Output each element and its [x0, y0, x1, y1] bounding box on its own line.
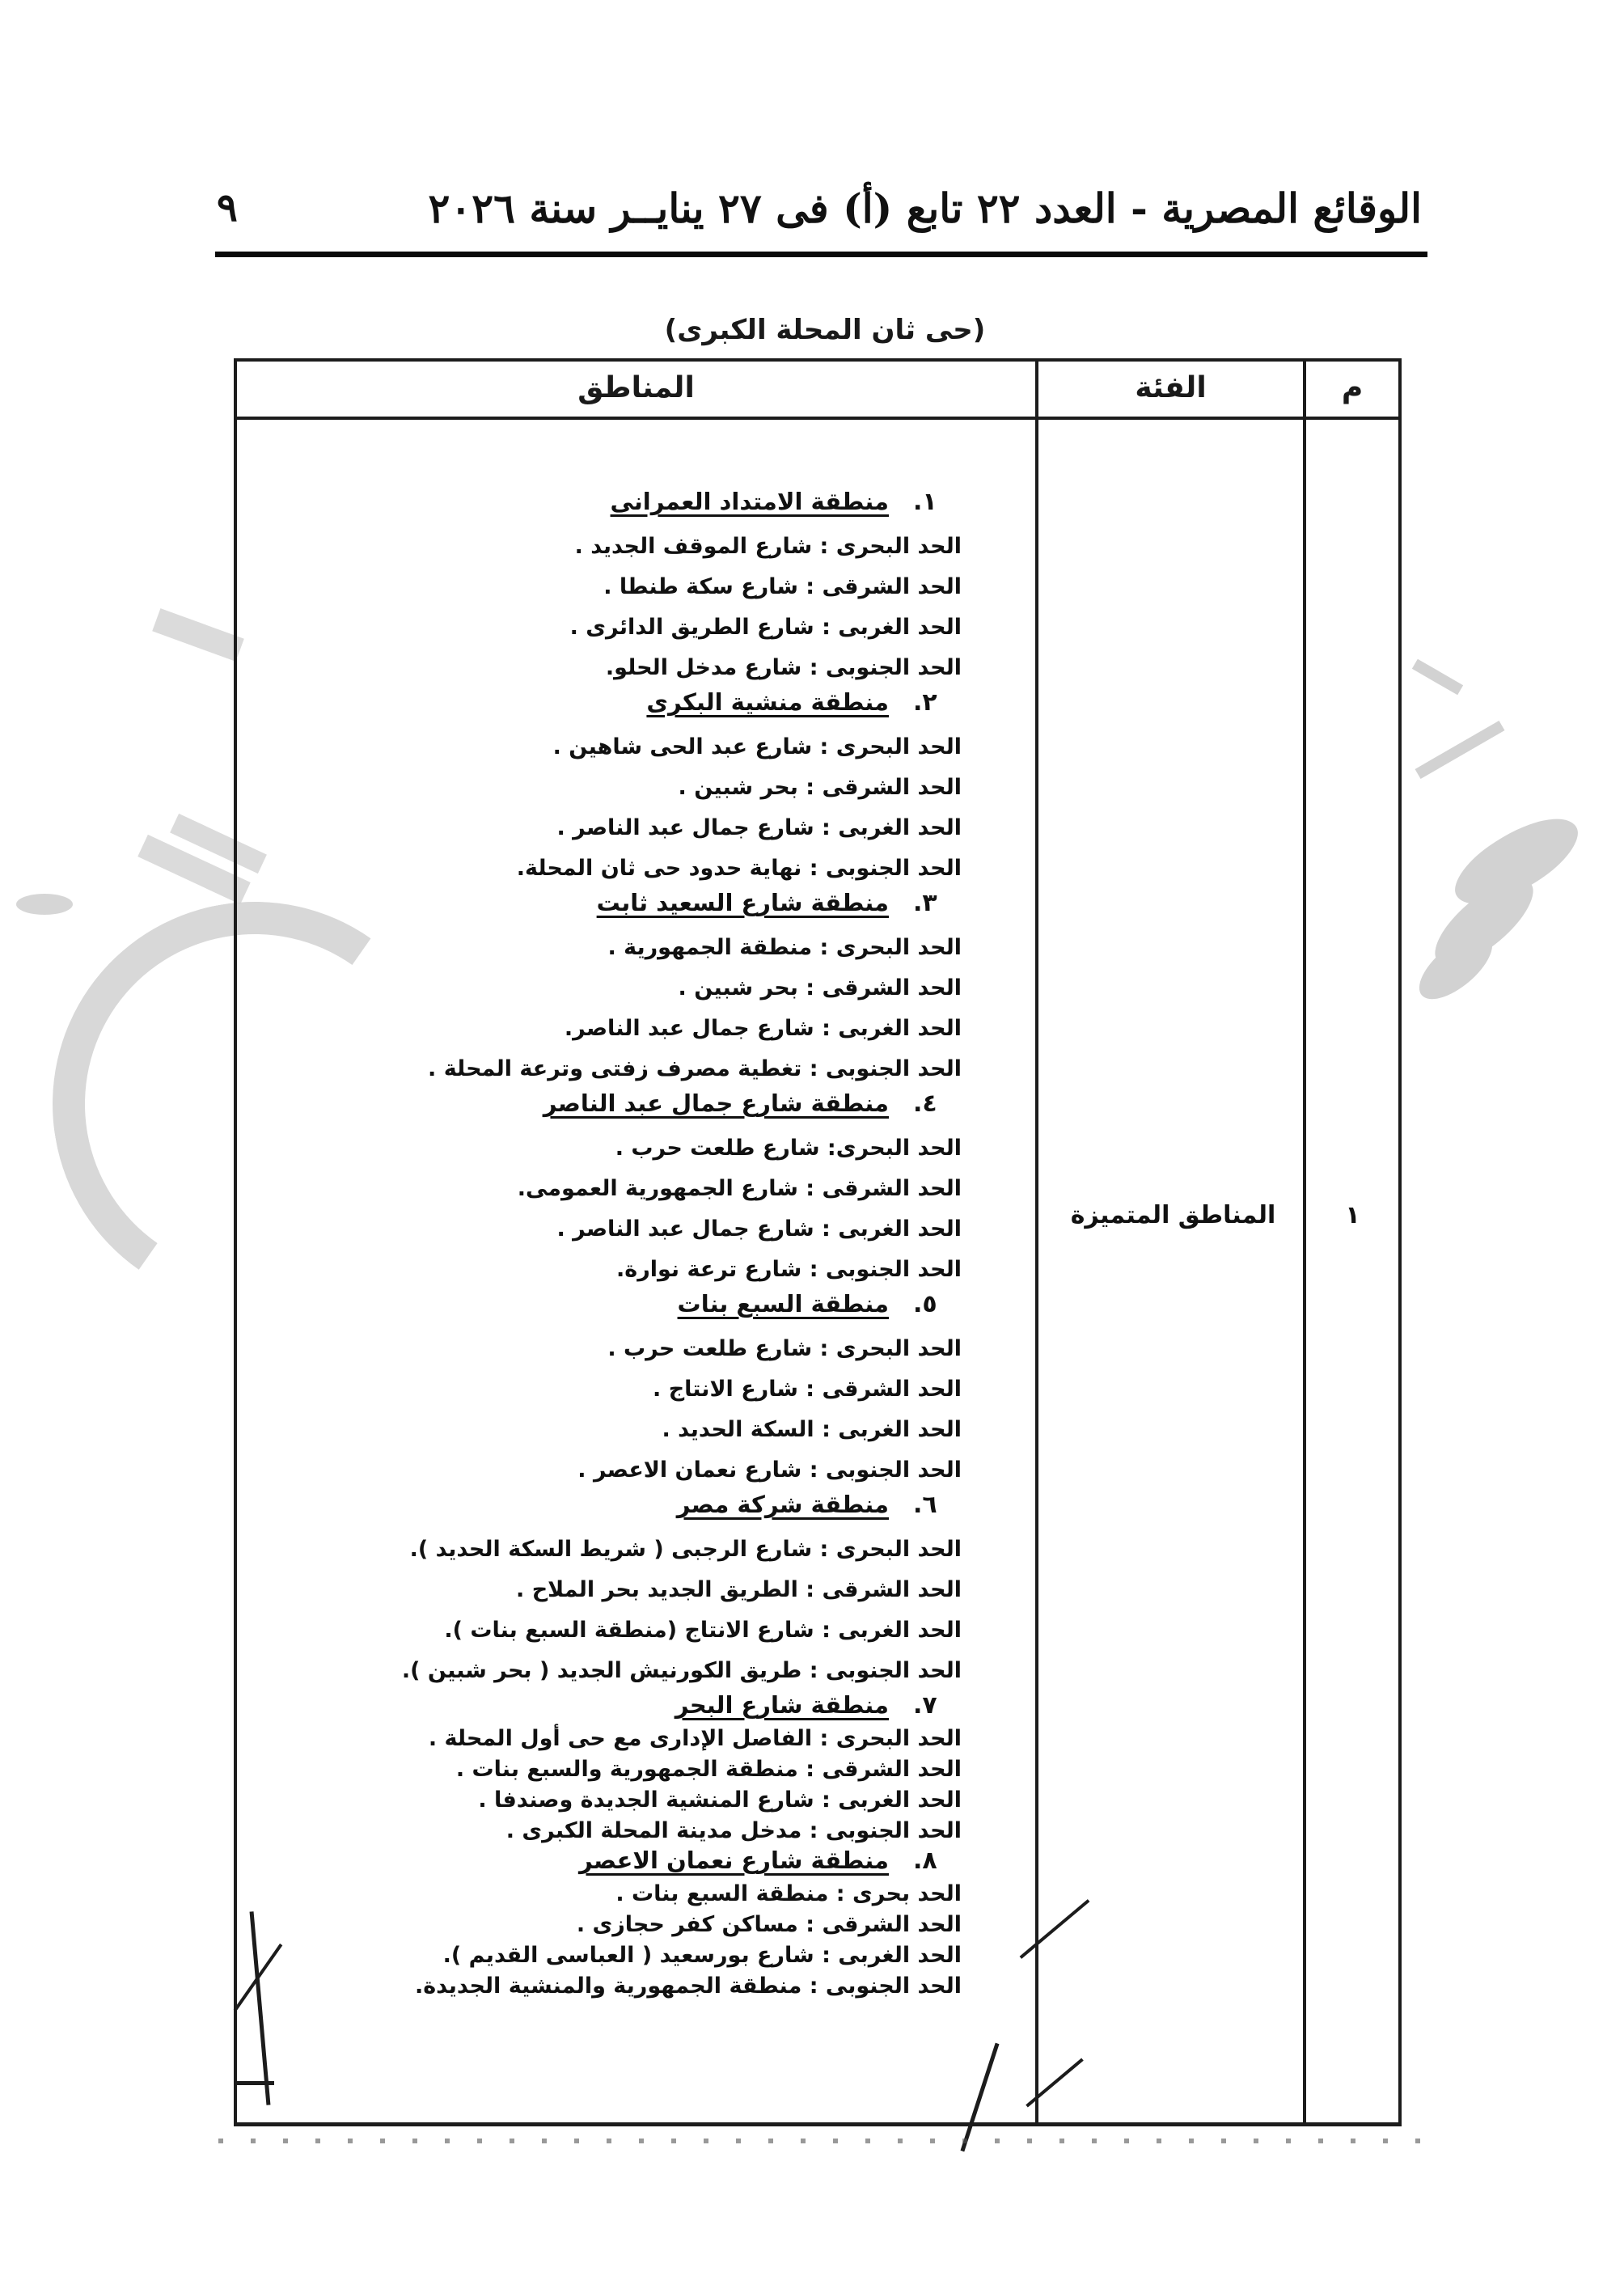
zone-index: ٦.: [913, 1491, 937, 1519]
boundary-south: الحد الجنوبى : شارع نعمان الاعصر .: [577, 1457, 962, 1483]
boundary-east: الحد الشرقى : شارع الجمهورية العمومى.: [517, 1176, 962, 1201]
zone-index: ٧.: [913, 1691, 937, 1720]
table-border-bottom: [234, 2122, 1402, 2126]
zone-item: [315, 1691, 962, 1847]
boundary-west: الحد الغربى : شارع جمال عبد الناصر.: [564, 1016, 962, 1041]
boundary-west: الحد الغربى : شارع جمال عبد الناصر .: [556, 1216, 962, 1242]
header-divider: [215, 252, 1427, 257]
zone-name: منطقة شركة مصر: [676, 1491, 889, 1518]
zone-name: منطقة شارع جمال عبد الناصر: [543, 1089, 889, 1117]
zone-index: ٨.: [913, 1847, 937, 1875]
gazette-title: الوقائع المصرية - العدد ٢٢ تابع (أ) فى ٢٧ ينايــر سنة ٢٠٢٦: [428, 184, 1422, 232]
boundary-west: الحد الغربى : شارع الطريق الدائرى .: [569, 615, 962, 640]
boundary-north: الحد البحرى: شارع طلعت حرب .: [615, 1136, 962, 1161]
column-divider-zones: [1035, 358, 1038, 2126]
district-subtitle: (حى ثان المحلة الكبرى): [664, 314, 986, 346]
zone-item: [315, 1847, 962, 2002]
boundary-south: الحد الجنوبى : شارع ترعة نوارة.: [616, 1257, 962, 1282]
boundary-east: الحد الشرقى : مساكن كفر حجازى .: [576, 1912, 962, 1937]
boundary-south: الحد الجنوبى : تغطية مصرف زفتى وترعة المحلة .: [428, 1056, 962, 1081]
zone-item: [315, 1290, 962, 1491]
boundary-east: الحد الشرقى : منطقة الجمهورية والسبع بنات .: [455, 1757, 962, 1782]
zone-name: منطقة الامتداد العمرانى: [610, 488, 889, 515]
page-number: ٩: [217, 185, 238, 231]
column-header-number: م: [1341, 370, 1364, 404]
zone-index: ٤.: [913, 1089, 937, 1118]
zones-cell: [315, 488, 962, 2002]
page-header: [217, 180, 1422, 236]
zone-item: [315, 889, 962, 1089]
zones-table: [234, 358, 1402, 2126]
boundary-west: الحد الغربى : شارع الانتاج (منطقة السبع بنات ).: [444, 1618, 962, 1643]
boundary-north: الحد بحرى : منطقة السبع بنات .: [615, 1881, 962, 1906]
boundary-south: الحد الجنوبى : طريق الكورنيش الجديد ( بحر شبين ).: [401, 1658, 962, 1683]
boundary-west: الحد الغربى : السكة الحديد .: [662, 1417, 962, 1442]
boundary-south: الحد الجنوبى : شارع مدخل الحلو.: [605, 655, 962, 680]
boundary-north: الحد البحرى : شارع الرجبى ( شريط السكة الحديد ).: [409, 1537, 962, 1562]
zone-name: منطقة شارع نعمان الاعصر: [578, 1847, 889, 1874]
zone-item: [315, 1491, 962, 1691]
boundary-north: الحد البحرى : الفاصل الإدارى مع حى أول المحلة .: [428, 1726, 962, 1751]
column-header-zones: المناطق: [577, 370, 695, 404]
column-divider-category: [1303, 358, 1306, 2126]
zone-name: منطقة السبع بنات: [677, 1290, 889, 1318]
scan-footer-noise: [218, 2139, 1423, 2143]
zone-item: [315, 688, 962, 889]
boundary-east: الحد الشرقى : شارع الانتاج .: [653, 1377, 962, 1402]
boundary-south: الحد الجنوبى : مدخل مدينة المحلة الكبرى .: [505, 1818, 962, 1843]
zone-name: منطقة شارع السعيد ثابت: [596, 889, 889, 916]
zone-index: ٢.: [913, 688, 937, 717]
zone-index: ٥.: [913, 1290, 937, 1318]
boundary-east: الحد الشرقى : بحر شبين .: [678, 775, 962, 800]
boundary-east: الحد الشرقى : شارع سكة طنطا .: [603, 574, 962, 599]
boundary-north: الحد البحرى : شارع عبد الحى شاهين .: [552, 734, 962, 759]
boundary-south: الحد الجنوبى : منطقة الجمهورية والمنشية الجديدة.: [414, 1974, 962, 1999]
zone-item: [315, 488, 962, 688]
column-header-category: الفئة: [1135, 370, 1207, 404]
table-border-right: [1398, 358, 1402, 2126]
boundary-south: الحد الجنوبى : نهاية حدود حى ثان المحلة.: [516, 856, 962, 881]
boundary-north: الحد البحرى : شارع الموقف الجديد .: [574, 534, 962, 559]
zone-index: ١.: [913, 488, 937, 516]
table-border-left: [234, 358, 237, 2126]
boundary-west: الحد الغربى : شارع بورسعيد ( العباسى القديم ).: [442, 1943, 962, 1968]
table-header-divider: [234, 417, 1402, 420]
boundary-west: الحد الغربى : شارع المنشية الجديدة وصندفا .: [478, 1787, 962, 1813]
boundary-east: الحد الشرقى : الطريق الجديد بحر الملاح .: [516, 1577, 962, 1602]
row-number-cell: ١: [1345, 1201, 1360, 1229]
boundary-north: الحد البحرى : شارع طلعت حرب .: [607, 1336, 962, 1361]
boundary-east: الحد الشرقى : بحر شبين .: [678, 975, 962, 1001]
zone-name: منطقة شارع البحر: [675, 1691, 889, 1719]
zone-item: [315, 1089, 962, 1290]
zone-index: ٣.: [913, 889, 937, 917]
boundary-north: الحد البحرى : منطقة الجمهورية .: [607, 935, 962, 960]
boundary-west: الحد الغربى : شارع جمال عبد الناصر .: [556, 815, 962, 840]
category-cell: المناطق المتميزة: [1070, 1201, 1276, 1229]
zone-name: منطقة منشية البكرى: [646, 688, 889, 716]
